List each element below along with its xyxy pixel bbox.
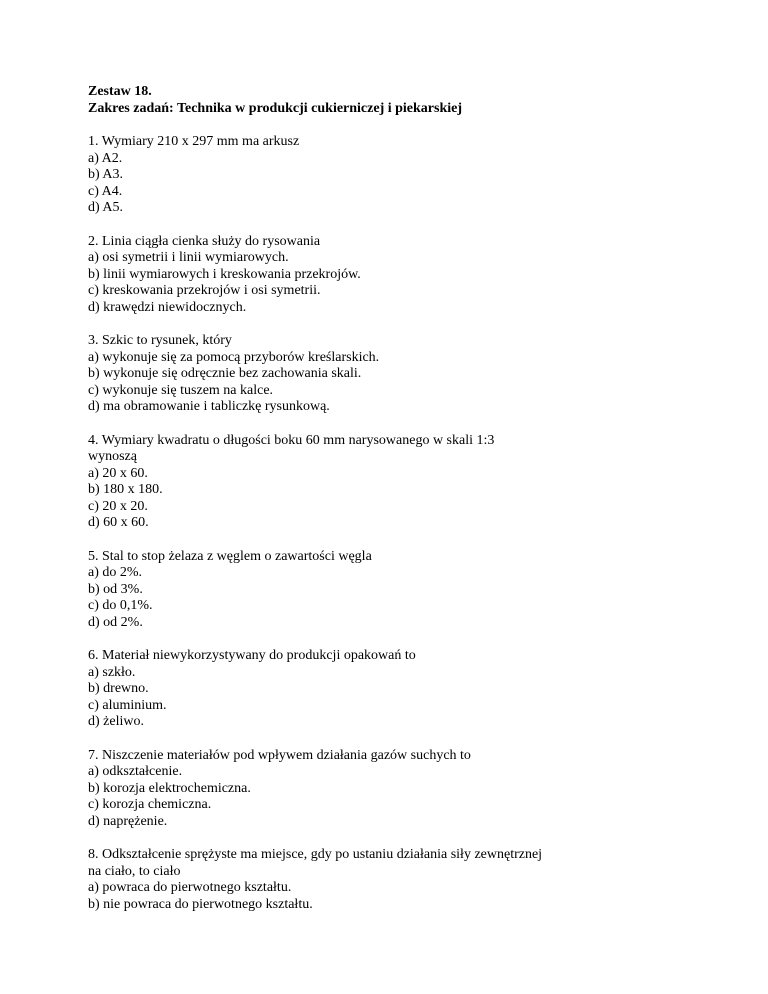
answer-option: b) od 3%. bbox=[88, 581, 143, 597]
answer-option: c) A4. bbox=[88, 183, 123, 199]
question-stem: 3. Szkic to rysunek, który bbox=[88, 333, 232, 348]
answer-option: a) odkształcenie. bbox=[88, 764, 183, 779]
answer-option: d) 60 x 60. bbox=[88, 515, 149, 530]
answer-option: d) od 2%. bbox=[88, 614, 143, 630]
answer-option: c) aluminium. bbox=[88, 697, 167, 713]
question-stem: 2. Linia ciągła cienka służy do rysowania bbox=[88, 233, 321, 249]
answer-option: a) szkło. bbox=[88, 664, 136, 680]
question-stem: 4. Wymiary kwadratu o długości boku 60 mm narysowanego w skali 1:3 bbox=[88, 432, 495, 448]
answer-option: d) A5. bbox=[88, 200, 123, 215]
answer-option: a) 20 x 60. bbox=[88, 465, 148, 481]
answer-option: b) 180 x 180. bbox=[88, 482, 163, 497]
answer-option: b) linii wymiarowych i kreskowania przekrojów. bbox=[88, 266, 361, 282]
scope-title: Zakres zadań: Technika w produkcji cukierniczej i piekarskiej bbox=[88, 100, 463, 116]
question-4 bbox=[88, 433, 748, 532]
answer-option: a) A2. bbox=[88, 150, 123, 166]
question-5 bbox=[88, 549, 748, 632]
answer-option: b) nie powraca do pierwotnego kształtu. bbox=[88, 896, 313, 912]
question-stem: 8. Odkształcenie sprężyste ma miejsce, gdy po ustaniu działania siły zewnętrznej bbox=[88, 847, 543, 862]
question-stem: 5. Stal to stop żelaza z węglem o zawartości węgla bbox=[88, 548, 372, 564]
answer-option: a) osi symetrii i linii wymiarowych. bbox=[88, 250, 289, 265]
question-stem: 1. Wymiary 210 x 297 mm ma arkusz bbox=[88, 134, 300, 149]
answer-option: d) naprężenie. bbox=[88, 813, 168, 829]
question-stem: wynoszą bbox=[88, 449, 137, 464]
answer-option: c) 20 x 20. bbox=[88, 498, 148, 514]
answer-option: a) powraca do pierwotnego kształtu. bbox=[88, 880, 292, 895]
answer-option: c) wykonuje się tuszem na kalce. bbox=[88, 382, 274, 398]
answer-option: b) drewno. bbox=[88, 681, 149, 696]
question-stem: na ciało, to ciało bbox=[88, 863, 181, 879]
question-8 bbox=[88, 847, 748, 913]
answer-option: d) ma obramowanie i tabliczkę rysunkową. bbox=[88, 399, 330, 414]
question-3 bbox=[88, 333, 748, 416]
question-list bbox=[88, 134, 748, 913]
answer-option: c) do 0,1%. bbox=[88, 598, 153, 613]
question-7 bbox=[88, 748, 748, 831]
answer-option: b) korozja elektrochemiczna. bbox=[88, 780, 251, 796]
question-stem: 6. Materiał niewykorzystywany do produkcji opakowań to bbox=[88, 648, 416, 663]
question-2 bbox=[88, 234, 748, 317]
set-title: Zestaw 18. bbox=[88, 84, 152, 99]
answer-option: c) kreskowania przekrojów i osi symetrii. bbox=[88, 283, 321, 298]
answer-option: d) żeliwo. bbox=[88, 714, 144, 729]
document-header bbox=[88, 84, 748, 117]
document-page bbox=[88, 84, 748, 930]
answer-option: a) do 2%. bbox=[88, 565, 143, 580]
question-6 bbox=[88, 648, 748, 731]
answer-option: b) wykonuje się odręcznie bez zachowania skali. bbox=[88, 366, 362, 381]
answer-option: b) A3. bbox=[88, 167, 123, 182]
answer-option: c) korozja chemiczna. bbox=[88, 797, 212, 812]
answer-option: a) wykonuje się za pomocą przyborów kreślarskich. bbox=[88, 349, 380, 365]
answer-option: d) krawędzi niewidocznych. bbox=[88, 299, 247, 315]
question-1 bbox=[88, 134, 748, 217]
question-stem: 7. Niszczenie materiałów pod wpływem działania gazów suchych to bbox=[88, 747, 471, 763]
